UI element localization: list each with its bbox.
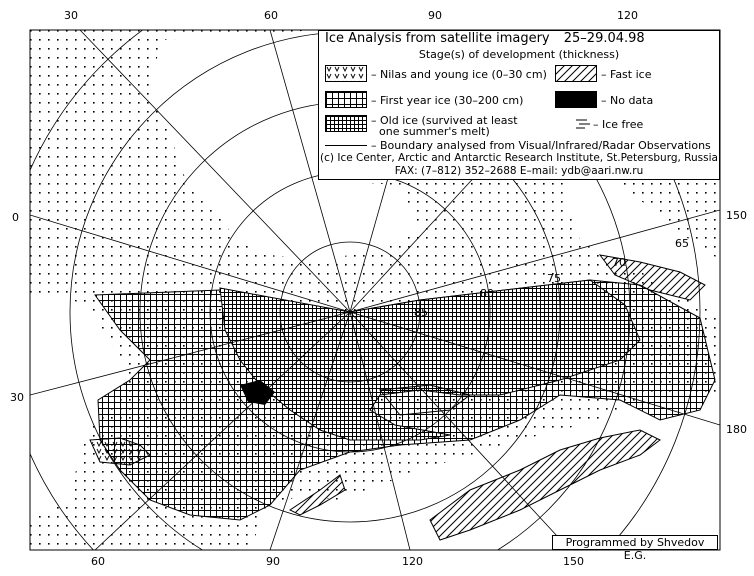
legend-label-fast-ice: – Fast ice	[601, 68, 652, 81]
lon-tick-right: 150	[726, 209, 747, 222]
lon-tick-left: 0	[12, 211, 19, 224]
lon-tick-right: 180	[726, 423, 747, 436]
legend-label-first-year: – First year ice (30–200 cm)	[371, 94, 524, 107]
lon-tick-bottom: 90	[266, 555, 280, 568]
wave-icon	[575, 116, 591, 130]
swatch-fast-ice	[555, 65, 597, 82]
lat-label-65: 65	[675, 237, 689, 250]
legend-label-old-ice: – Old ice (survived at least	[371, 114, 518, 127]
lon-tick-bottom: 60	[91, 555, 105, 568]
swatch-nilas	[325, 65, 367, 82]
swatch-old-ice	[325, 115, 367, 132]
lon-tick-top: 30	[64, 9, 78, 22]
lat-label-80: 80	[480, 287, 494, 300]
legend-label-nilas: – Nilas and young ice (0–30 cm)	[371, 68, 547, 81]
swatch-no-data	[555, 91, 597, 108]
boundary-line-sample	[325, 145, 367, 146]
lon-tick-top: 60	[264, 9, 278, 22]
lat-label-75: 75	[547, 272, 561, 285]
legend-subtitle: Stage(s) of development (thickness)	[418, 48, 620, 61]
lon-tick-bottom: 150	[563, 555, 584, 568]
legend-contact: FAX: (7–812) 352–2688 E–mail: ydb@aari.nw.ru	[394, 165, 644, 177]
legend-title-text: Ice Analysis from satellite imagery	[325, 31, 550, 46]
lat-label-85: 85	[414, 306, 428, 319]
lon-tick-top: 90	[428, 9, 442, 22]
lat-label-70: 70	[612, 256, 626, 269]
legend-label-no-data: – No data	[601, 94, 654, 107]
legend-date: 25–29.04.98	[563, 31, 645, 46]
lon-tick-bottom: 120	[402, 555, 423, 568]
legend-label-boundary: – Boundary analysed from Visual/Infrared/Radar Observations	[371, 139, 711, 152]
lon-tick-left: 30	[10, 391, 24, 404]
legend-box	[318, 30, 720, 180]
credit-label: Programmed by Shvedov E.G.	[552, 535, 718, 550]
legend-label-ice-free: – Ice free	[593, 118, 644, 131]
swatch-first-year	[325, 91, 367, 108]
legend-label-old-ice-2: one summer's melt)	[379, 125, 490, 138]
lon-tick-top: 120	[617, 9, 638, 22]
legend-copyright: (c) Ice Center, Arctic and Antarctic Research Institute, St.Petersburg, Russia	[320, 152, 718, 164]
legend-title	[325, 31, 645, 46]
